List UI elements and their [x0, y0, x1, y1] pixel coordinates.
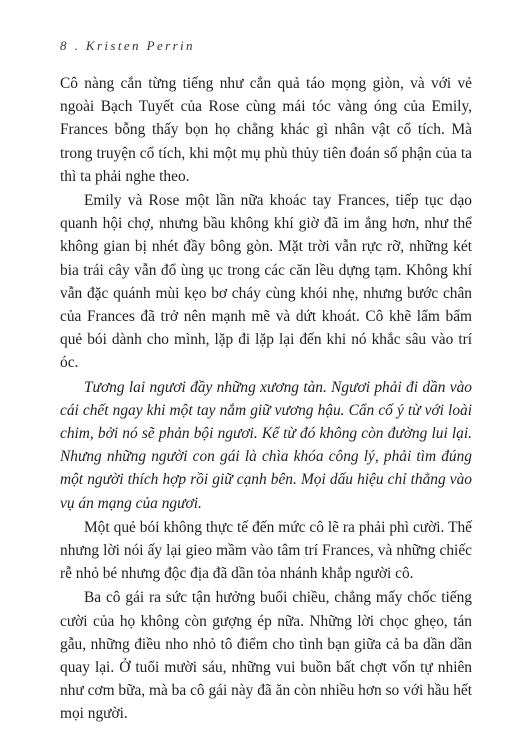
running-header [60, 38, 195, 54]
paragraph-5: Ba cô gái ra sức tận hưởng buổi chiều, chẳng mấy chốc tiếng cười của họ không còn gượng ép nữa. Những lời chọc ghẹo, tán gẫu, những điều nho nhỏ tô điểm cho tình bạn giữa cả ba dần dần quay lại. Ở tuổi mười sáu, những vui buồn bất chợt vốn tự nhiên như cơm bữa, mà ba cô gái này đã ăn còn nhiều hơn so với hầu hết mọi người. [60, 589, 472, 723]
prophecy-quote: Tương lai ngươi đầy những xương tàn. Ngươi phải đi dần vào cái chết ngay khi một tay nắm giữ vương hậu. Cẩn cố ý từ với loài chim, bởi nó sẽ phản bội ngươi. Kể từ đó không còn đường lui lại. Nhưng những người con gái là chìa khóa công lý, phải tìm đúng một người thích hợp rồi giữ cạnh bên. Mọi dấu hiệu chỉ thẳng vào vụ án mạng của ngươi. [60, 378, 472, 512]
paragraph-2: Emily và Rose một lần nữa khoác tay Frances, tiếp tục dạo quanh hội chợ, nhưng bầu không khí giờ đã im ắng hơn, như thể không gian bị nhét đầy bông gòn. Mặt trời vẫn rực rỡ, những két bia trái cây vẫn đổ ùng ục trong các căn lều dựng tạm. Không khí vẫn đặc quánh mùi kẹo bơ cháy cùng khói nhẹ, nhưng bước chân của Frances đã trở nên mạnh mẽ và dứt khoát. Cô khẽ lẩm bẩm quẻ bói dành cho mình, lặp đi lặp lại đến khi nó khắc sâu vào trí óc. [60, 192, 472, 372]
paragraph-1: Cô nàng cắn từng tiếng như cắn quả táo mọng giòn, và với vẻ ngoài Bạch Tuyết của Rose cùng mái tóc vàng óng của Emily, Frances bỗng thấy bọn họ chẳng khác gì nhân vật cổ tích. Mà trong truyện cổ tích, khi một mụ phù thủy tiên đoán số phận của ta thì ta phải nghe theo. [60, 75, 472, 185]
header-author: Kristen Perrin [85, 38, 195, 53]
header-separator: . [74, 38, 81, 53]
page-number: 8 [60, 38, 69, 53]
paragraph-4: Một quẻ bói không thực tế đến mức cô lẽ ra phải phì cười. Thế nhưng lời nói ấy lại gieo mầm vào tâm trí Frances, và những chiếc rễ nhỏ bé nhưng độc địa đã dần tỏa nhánh khắp người cô. [60, 518, 472, 583]
page-body [60, 72, 472, 726]
